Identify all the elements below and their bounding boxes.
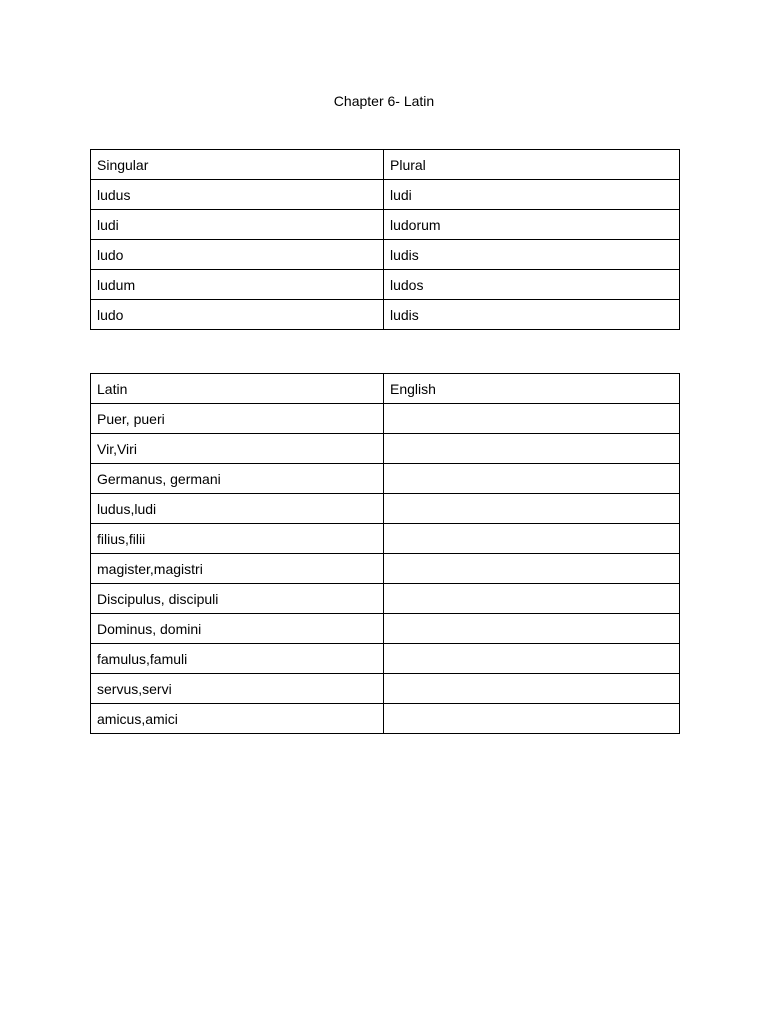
table-row xyxy=(91,614,680,644)
latin-word-cell: Dominus, domini xyxy=(91,614,384,644)
latin-word-cell: ludus,ludi xyxy=(91,494,384,524)
table-row xyxy=(91,270,680,300)
english-answer-cell[interactable] xyxy=(384,554,680,584)
table-row xyxy=(91,210,680,240)
page-title: Chapter 6- Latin xyxy=(333,93,435,109)
table-row xyxy=(91,584,680,614)
table-header-row xyxy=(91,150,680,180)
column-header-latin: Latin xyxy=(91,374,384,404)
table-row xyxy=(91,644,680,674)
latin-word-cell: servus,servi xyxy=(91,674,384,704)
english-answer-cell[interactable] xyxy=(384,644,680,674)
latin-word-cell: Discipulus, discipuli xyxy=(91,584,384,614)
declension-table xyxy=(90,149,680,330)
table-cell: ludus xyxy=(91,180,384,210)
table-row xyxy=(91,464,680,494)
table-cell: ludo xyxy=(91,300,384,330)
column-header-english: English xyxy=(384,374,680,404)
column-header-plural: Plural xyxy=(384,150,680,180)
table-row xyxy=(91,674,680,704)
table-cell: ludis xyxy=(384,300,680,330)
table-cell: ludis xyxy=(384,240,680,270)
english-answer-cell[interactable] xyxy=(384,434,680,464)
table-row xyxy=(91,494,680,524)
english-answer-cell[interactable] xyxy=(384,494,680,524)
english-answer-cell[interactable] xyxy=(384,524,680,554)
table-row xyxy=(91,524,680,554)
latin-word-cell: filius,filii xyxy=(91,524,384,554)
latin-word-cell: Puer, pueri xyxy=(91,404,384,434)
latin-word-cell: Vir,Viri xyxy=(91,434,384,464)
table-row xyxy=(91,434,680,464)
table-cell: ludi xyxy=(91,210,384,240)
english-answer-cell[interactable] xyxy=(384,584,680,614)
english-answer-cell[interactable] xyxy=(384,674,680,704)
latin-word-cell: famulus,famuli xyxy=(91,644,384,674)
latin-word-cell: magister,magistri xyxy=(91,554,384,584)
table-row xyxy=(91,180,680,210)
column-header-singular: Singular xyxy=(91,150,384,180)
latin-word-cell: amicus,amici xyxy=(91,704,384,734)
table-row xyxy=(91,240,680,270)
table-cell: ludo xyxy=(91,240,384,270)
table-header-row xyxy=(91,374,680,404)
table-row xyxy=(91,300,680,330)
english-answer-cell[interactable] xyxy=(384,464,680,494)
english-answer-cell[interactable] xyxy=(384,704,680,734)
table-cell: ludum xyxy=(91,270,384,300)
table-cell: ludorum xyxy=(384,210,680,240)
english-answer-cell[interactable] xyxy=(384,614,680,644)
table-row xyxy=(91,554,680,584)
latin-word-cell: Germanus, germani xyxy=(91,464,384,494)
table-cell: ludi xyxy=(384,180,680,210)
vocabulary-table xyxy=(90,373,680,734)
table-row xyxy=(91,704,680,734)
table-cell: ludos xyxy=(384,270,680,300)
table-row xyxy=(91,404,680,434)
english-answer-cell[interactable] xyxy=(384,404,680,434)
